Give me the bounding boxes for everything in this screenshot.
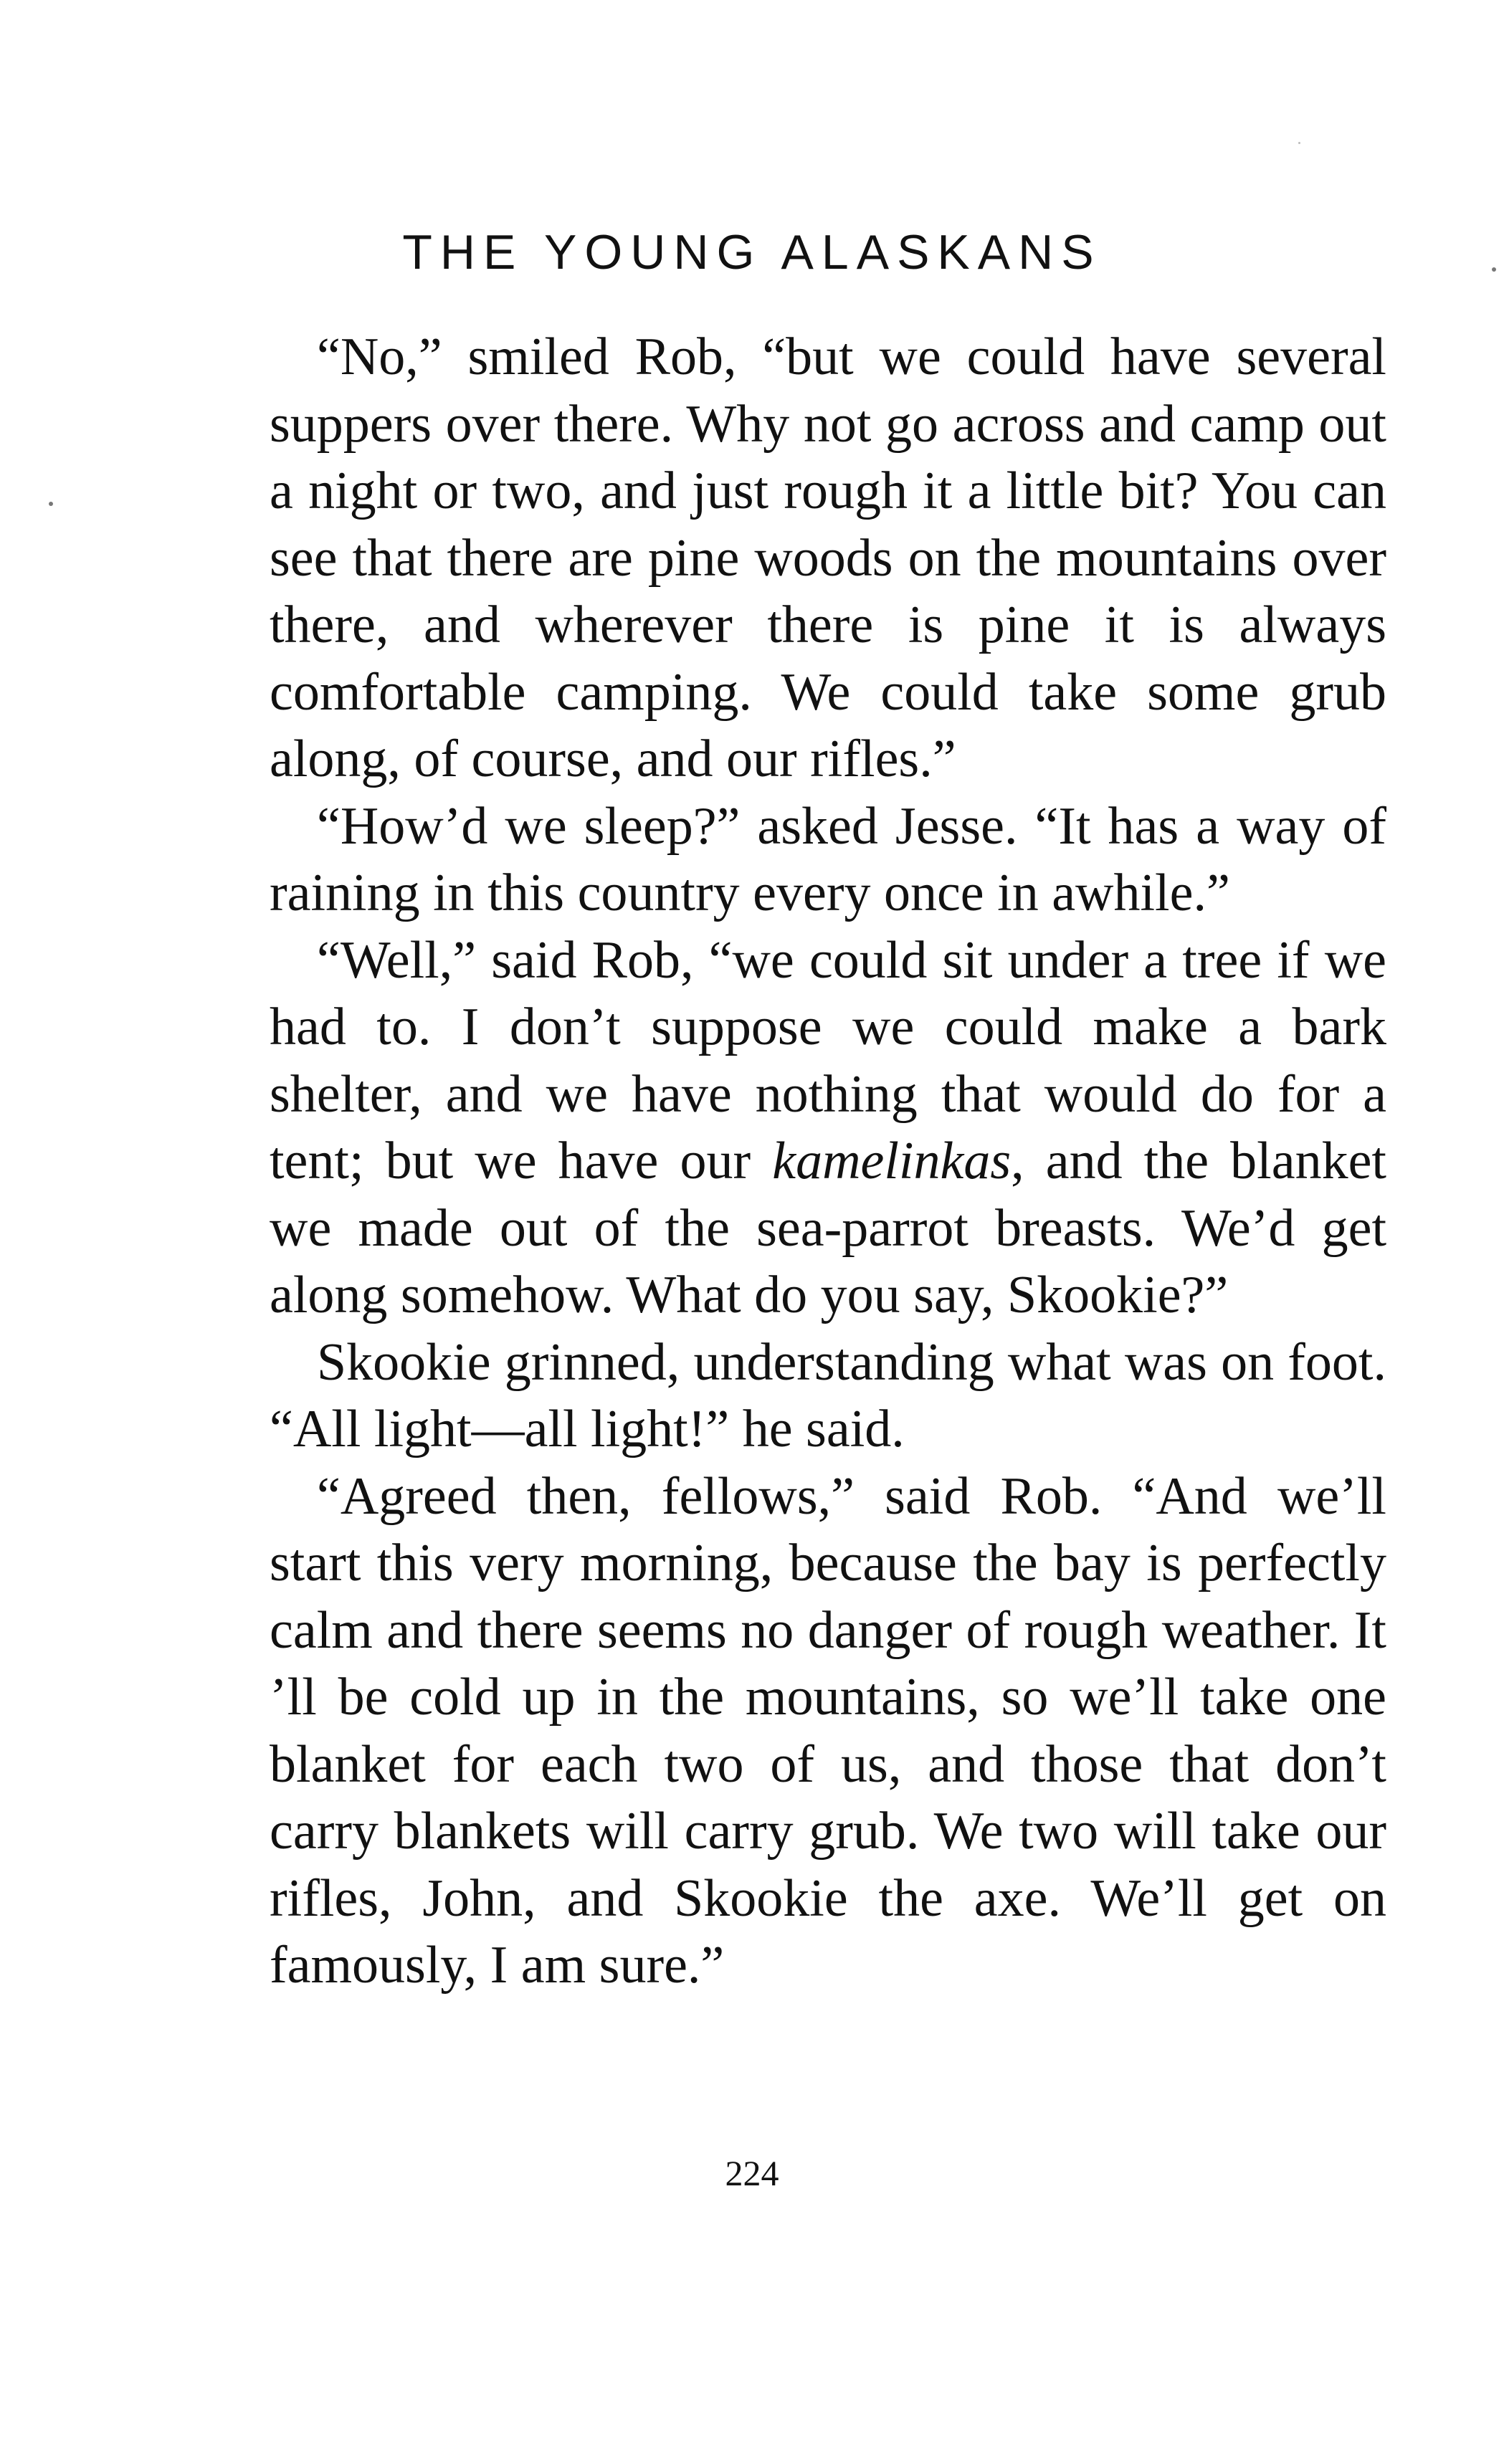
paragraph-agreed-then: “Agreed then, fellows,” said Rob. “And we’ll start this very morning, because the bay is perfectly calm and there seems no danger of rough weather. It ’ll be cold up in the mountains, so we’ll take one blanket for each two of us, and those that don’t carry blankets will carry grub. We two will take our rifles, John, and Skookie the axe. We’ll get on famously, I am sure.” xyxy=(270,1466,1386,1995)
running-head: THE YOUNG ALASKANS xyxy=(402,225,1102,280)
paragraph-rob-tree xyxy=(270,927,1386,1329)
paragraph-jesse-sleep: “How’d we sleep?” asked Jesse. “It has a way of raining in this country every once in awhile.” xyxy=(270,796,1386,922)
paragraph-rob-suppers: “No,” smiled Rob, “but we could have several suppers over there. Why not go across and camp out a night or two, and just rough it a little bit? You can see that there are pine woods on the mountains over there, and wherever there is pine it is always comfortable camping. We could take some grub along, of course, and our rifles.” xyxy=(270,328,1386,788)
paragraph-skookie-grinned: Skookie grinned, understanding what was on foot. “All light—all light!” he said. xyxy=(270,1332,1386,1458)
text-after-italic: , and the blanket we made out of the sea-parrot breasts. We’d get along somehow. What do you say, Skookie?” xyxy=(270,1132,1386,1324)
body-text xyxy=(270,324,1386,2000)
dust-speck xyxy=(49,502,53,506)
italic-word: kamelinkas xyxy=(772,1132,1012,1190)
dust-speck xyxy=(1298,142,1300,144)
dust-speck xyxy=(1492,267,1496,272)
text-before-italic: “Well,” said Rob, “we could sit under a tree if we had to. I don’t suppose we could make a bark shelter, and we have nothing that would do for a tent; but we have our xyxy=(270,930,1386,1190)
page-number: 224 xyxy=(725,2153,779,2193)
